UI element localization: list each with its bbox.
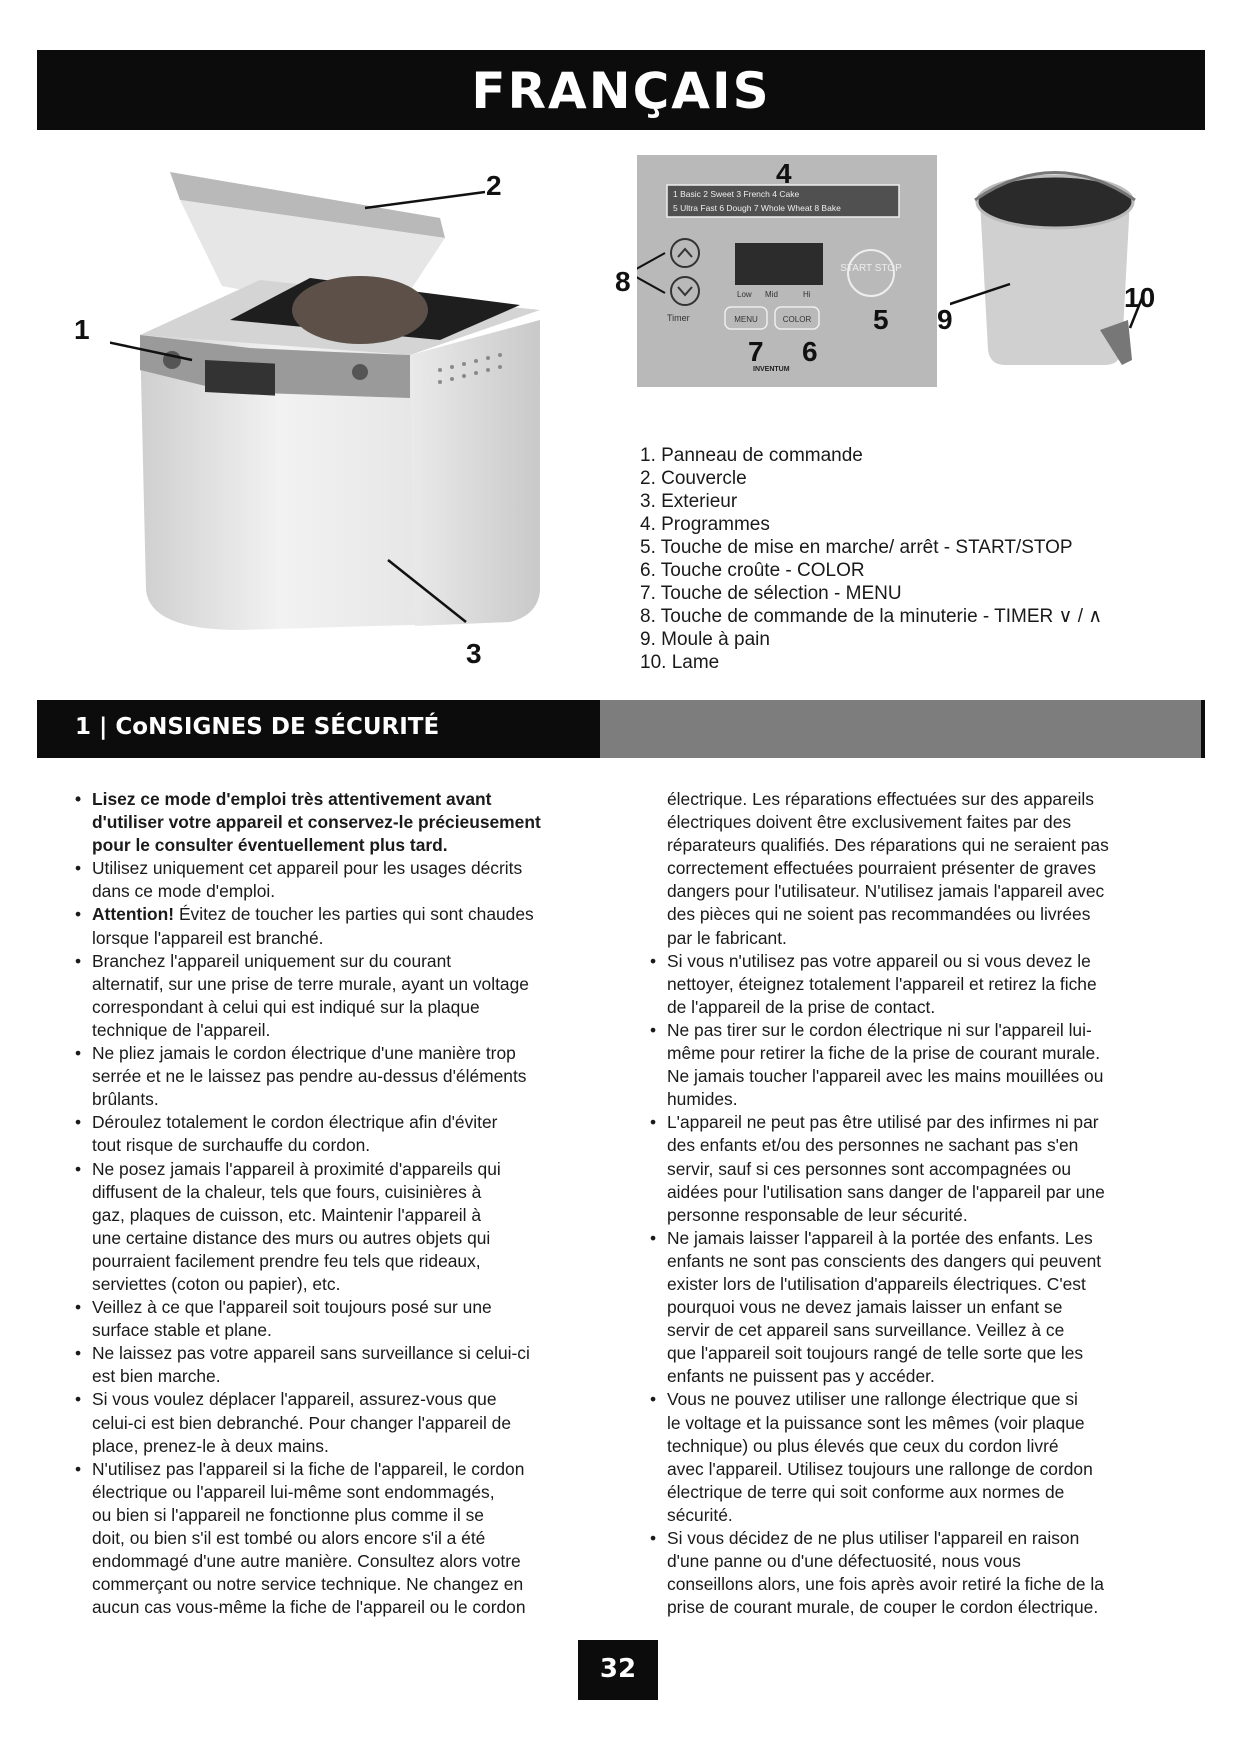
list-item: • Déroulez totalement le cordon électrique afin d'éviter tout risque de surchauffe du cordon. [75, 1111, 605, 1157]
program-list-line-2: 5 Ultra Fast 6 Dough 7 Whole Wheat 8 Bake [673, 203, 841, 213]
callout-7: 7 [748, 336, 764, 367]
legend-item: 1. Panneau de commande [640, 445, 863, 466]
list-item: • Veillez à ce que l'appareil soit toujours posé sur une surface stable et plane. [75, 1296, 605, 1342]
header-banner [37, 50, 1205, 130]
callout-3: 3 [466, 638, 482, 669]
callout-10: 10 [1124, 282, 1156, 313]
callout-6: 6 [802, 336, 818, 367]
legend-item: 5. Touche de mise en marche/ arrêt - START/STOP [640, 537, 1073, 558]
bread-maker-illustration [110, 160, 600, 680]
legend-item: 10. Lame [640, 652, 720, 673]
legend-item: 9. Moule à pain [640, 629, 770, 650]
start-stop-label: START STOP [840, 263, 902, 274]
list-item: • Lisez ce mode d'emploi très attentivement avant d'utiliser votre appareil et conservez-le précieusement pour le consulter éventuellement plus tard. [75, 788, 605, 857]
legend-item: 7. Touche de sélection - MENU [640, 583, 902, 604]
attention-label: Attention! [92, 904, 175, 925]
list-item: • Ne jamais laisser l'appareil à la portée des enfants. Les enfants ne sont pas conscients des dangers qui peuvent exister lors de l'utilisation d'appareils électriques. C'est pourquoi vous ne devez jamais laisser un enfant se servir de cet appareil sans surveillance. Veillez à ce que l'appareil soit toujours rangé de telle sorte que les enfants ne puissent pas y accéder. [650, 1227, 1170, 1389]
crust-level-low: Low [737, 290, 752, 299]
list-item: • Attention! Évitez de toucher les parties qui sont chaudes lorsque l'appareil est branché. [75, 903, 605, 949]
crust-level-mid: Mid [765, 290, 778, 299]
color-label: COLOR [782, 315, 812, 324]
section-heading-bar [37, 700, 1205, 758]
bread-pan-illustration [950, 160, 1190, 390]
legend-item: 3. Exterieur [640, 491, 738, 512]
list-item: • Ne pas tirer sur le cordon électrique ni sur l'appareil lui- même pour retirer la fiche de la prise de courant murale. Ne jamais toucher l'appareil avec les mains mouillées ou humides. [650, 1019, 1170, 1111]
list-item: • Si vous décidez de ne plus utiliser l'appareil en raison d'une panne ou d'une défectuosité, nous vous conseillons alors, une fois après avoir retiré la fiche de la prise de courant murale, de couper le cordon électrique. [650, 1527, 1170, 1619]
callout-5: 5 [873, 304, 889, 335]
timer-label: Timer [667, 313, 690, 323]
list-item: • Si vous n'utilisez pas votre appareil ou si vous devez le nettoyer, éteignez totalement l'appareil et retirez la fiche de l'appareil de la prise de contact. [650, 950, 1170, 1019]
legend-item: 6. Touche croûte - COLOR [640, 560, 865, 581]
list-item-continuation: électrique. Les réparations effectuées sur des appareils électriques doivent être exclusivement faites par des réparateurs qualifiés. Des réparations qui ne seraient pas correctement effectuées pourraient présenter de graves dangers pour l'utilisateur. N'utilisez jamais l'appareil avec des pièces qui ne soient pas recommandées ou livrées par le fabricant. [667, 789, 1109, 948]
callout-1: 1 [74, 314, 90, 345]
callout-8: 8 [615, 266, 631, 297]
legend-item: 4. Programmes [640, 514, 770, 535]
list-item: • Ne pliez jamais le cordon électrique d'une manière trop serrée et ne le laissez pas pendre au-dessus d'éléments brûlants. [75, 1042, 605, 1111]
page-number-box [578, 1640, 658, 1700]
list-item: • Vous ne pouvez utiliser une rallonge électrique que si le voltage et la puissance sont les mêmes (voir plaque technique) ou plus élevés que ceux du cordon livré avec l'appareil. Utilisez toujours une rallonge de cordon électrique de terre qui soit conforme aux normes de sécurité. [650, 1388, 1170, 1527]
list-item: • Si vous voulez déplacer l'appareil, assurez-vous que celui-ci est bien debranché. Pour changer l'appareil de place, prenez-le à deux mains. [75, 1388, 605, 1457]
page-number: 32 [599, 1654, 637, 1684]
list-item: • L'appareil ne peut pas être utilisé par des infirmes ni par des enfants et/ou des personnes ne sachant pas s'en servir, sauf si ces personnes sont accompagnées ou aidées pour l'utilisation sans danger de l'appareil par une personne responsable de leur sécurité. [650, 1111, 1170, 1226]
legend-item: 2. Couvercle [640, 468, 747, 489]
list-item: • Ne posez jamais l'appareil à proximité d'appareils qui diffusent de la chaleur, tels que fours, cuisinières à gaz, plaques de cuisson, etc. Maintenir l'appareil à une certaine distance des murs ou autres objets qui pourraient facilement prendre feu tels que rideaux, serviettes (coton ou papier), etc. [75, 1158, 605, 1297]
crust-level-hi: Hi [803, 290, 811, 299]
list-item: • Ne laissez pas votre appareil sans surveillance si celui-ci est bien marche. [75, 1342, 605, 1388]
list-item: • Utilisez uniquement cet appareil pour les usages décrits dans ce mode d'emploi. [75, 857, 605, 903]
menu-label: MENU [734, 315, 758, 324]
program-list-line-1: 1 Basic 2 Sweet 3 French 4 Cake [673, 189, 800, 199]
safety-column-right [650, 788, 1170, 1619]
callout-4: 4 [776, 158, 792, 189]
safety-column-left [75, 788, 605, 1619]
brand-label: INVENTUM [753, 366, 790, 373]
page-title: FRANÇAIS [471, 62, 771, 120]
callout-9: 9 [937, 304, 953, 335]
section-title: 1 | CoNSIGNES DE SÉCURITÉ [75, 714, 440, 740]
list-item: • Branchez l'appareil uniquement sur du courant alternatif, sur une prise de terre murale, ayant un voltage correspondant à celui qui est indiqué sur la plaque technique de l'appareil. [75, 950, 605, 1042]
legend-item: 8. Touche de commande de la minuterie - TIMER ∨ / ∧ [640, 606, 1103, 627]
callout-2: 2 [486, 170, 502, 201]
list-item: • N'utilisez pas l'appareil si la fiche de l'appareil, le cordon électrique ou l'appareil lui-même sont endommagés, ou bien si l'appareil ne fonctionne plus comme il se doit, ou bien s'il est tombé ou alors encore s'il a été endommagé d'une autre manière. Consultez alors votre commerçant ou notre service technique. Ne changez en aucun cas vous-même la fiche de l'appareil ou le cordon [75, 1458, 605, 1620]
parts-legend [640, 444, 1180, 674]
